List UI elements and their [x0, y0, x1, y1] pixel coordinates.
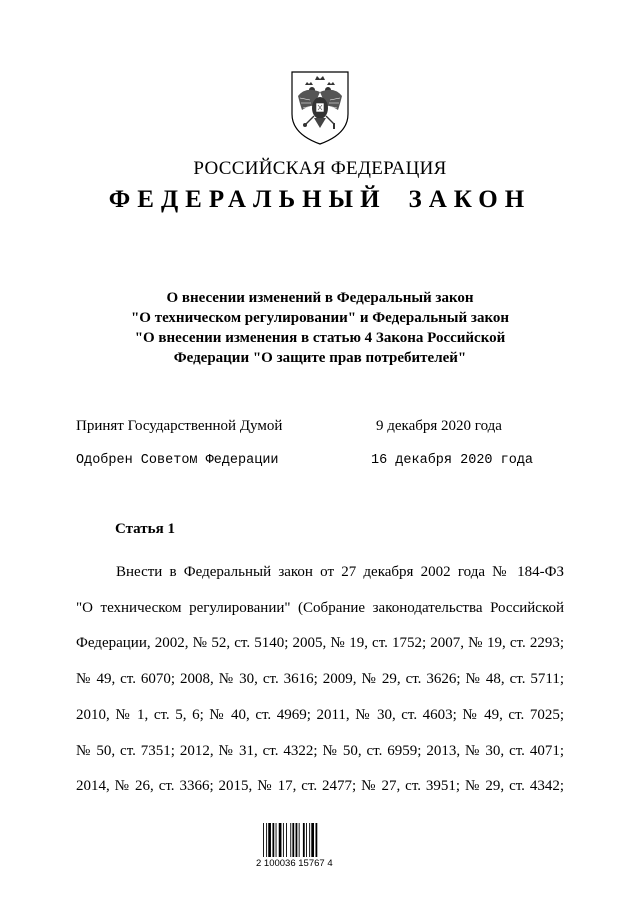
document-type	[0, 186, 640, 214]
law-title-line: Федерации "О защите прав потребителей"	[173, 350, 467, 366]
article-heading: Статья 1	[115, 521, 175, 537]
law-title-line: "О техническом регулировании" и Федеральный закон	[130, 310, 510, 326]
coat-of-arms-emblem	[288, 68, 352, 146]
law-title	[100, 288, 540, 368]
document-type-word2: ЗАКОН	[408, 186, 532, 213]
adopted-by-duma-row	[76, 418, 536, 435]
article-line: 2010, № 1, ст. 5, 6; № 40, ст. 4969; 2011, № 30, ст. 4603; № 49, ст. 7025;	[76, 706, 564, 723]
article-body	[76, 555, 564, 805]
law-title-line: "О внесении изменения в статью 4 Закона Российской	[134, 330, 506, 346]
article-line: № 49, ст. 6070; 2008, № 30, ст. 3616; 2009, № 29, ст. 3626; № 48, ст. 5711;	[76, 671, 564, 688]
adopted-label: Принят Государственной Думой	[76, 418, 283, 434]
country-name: РОССИЙСКАЯ ФЕДЕРАЦИЯ	[193, 158, 447, 179]
approved-by-council-row	[76, 453, 536, 468]
article-line: Внести в Федеральный закон от 27 декабря 2002 года № 184-ФЗ	[116, 564, 564, 580]
approved-label: Одобрен Советом Федерации	[76, 453, 279, 468]
barcode-icon	[262, 823, 338, 857]
adopted-date: 9 декабря 2020 года	[376, 418, 502, 434]
law-title-line: О внесении изменений в Федеральный закон	[166, 290, 474, 306]
article-line: 2014, № 26, ст. 3366; 2015, № 17, ст. 2477; № 27, ст. 3951; № 29, ст. 4342;	[76, 778, 564, 795]
document-type-word1: ФЕДЕРАЛЬНЫЙ	[108, 186, 387, 213]
approved-date: 16 декабря 2020 года	[371, 453, 534, 468]
article-line: № 50, ст. 7351; 2012, № 31, ст. 4322; № 50, ст. 6959; 2013, № 30, ст. 4071;	[76, 742, 564, 759]
article-line: "О техническом регулировании" (Собрание законодательства Российской	[76, 599, 564, 616]
barcode	[262, 823, 338, 857]
barcode-number: 2 100036 15767 4	[256, 858, 333, 869]
russian-coat-of-arms-icon	[288, 68, 352, 146]
article-line: Федерации, 2002, № 52, ст. 5140; 2005, № 19, ст. 1752; 2007, № 19, ст. 2293;	[76, 635, 564, 652]
